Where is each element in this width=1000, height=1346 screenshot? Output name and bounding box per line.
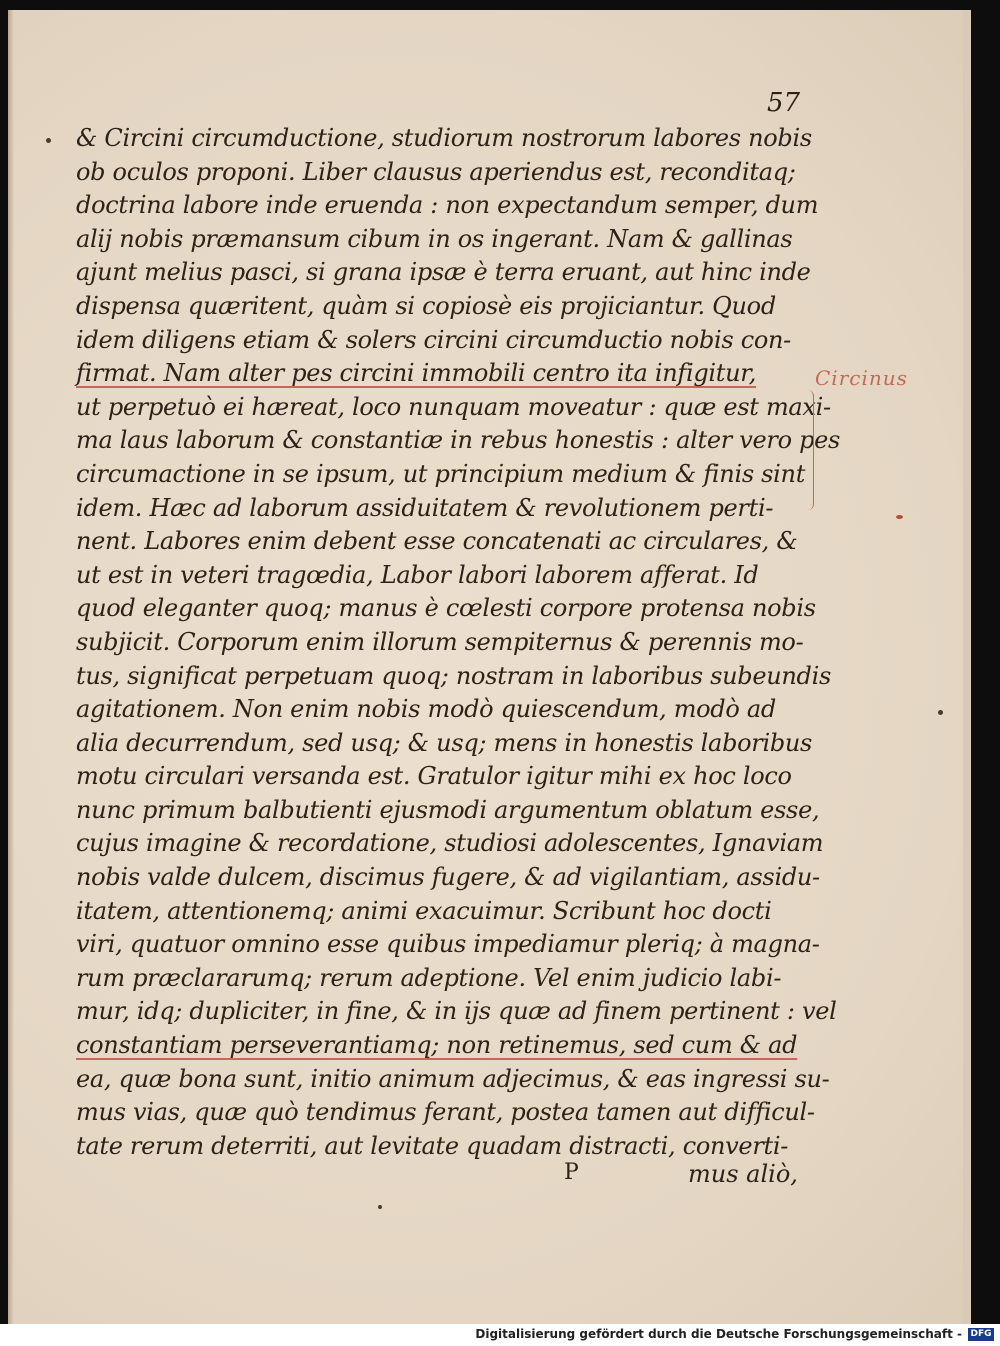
text-line: nobis valde dulcem, discimus fugere, & ad vigilantiam, assidu- — [76, 863, 820, 892]
text-line: tus, significat perpetuam quoq; nostram in laboribus subeundis — [76, 661, 832, 690]
text-line: mur, idq; dupliciter, in fine, & in ijs quæ ad finem pertinent : vel — [76, 997, 837, 1026]
ink-dot — [378, 1205, 382, 1209]
text-line: viri, quatuor omnino esse quibus impediamur pleriq; à magna- — [76, 930, 820, 959]
dfg-logo: DFG — [968, 1328, 994, 1341]
text-line: quod eleganter quoq; manus è cœlesti corpore protensa nobis — [76, 594, 816, 623]
text-line-underlined: firmat. Nam alter pes circini immobili centro ita infigitur, — [76, 359, 757, 388]
text-line: idem diligens etiam & solers circini circumductio nobis con- — [76, 325, 791, 354]
ink-dot — [46, 138, 51, 143]
footer-bar — [0, 1324, 1000, 1346]
text-line: agitationem. Non enim nobis modò quiescendum, modò ad — [76, 695, 776, 724]
catchword: mus aliò, — [688, 1160, 798, 1188]
text-line: mus vias, quæ quò tendimus ferant, postea tamen aut difficul- — [76, 1098, 815, 1127]
signature-mark: P — [564, 1160, 579, 1185]
text-line: alia decurrendum, sed usq; & usq; mens in honestis laboribus — [76, 728, 813, 757]
footer-credit: Digitalisierung gefördert durch die Deutsche Forschungsgemeinschaft - — [475, 1327, 962, 1341]
text-line: motu circulari versanda est. Gratulor igitur mihi ex hoc loco — [76, 762, 792, 791]
page-right-strip — [963, 10, 971, 1324]
book-page — [8, 10, 971, 1324]
text-line: ut perpetuò ei hæreat, loco nunquam moveatur : quæ est maxi- — [76, 392, 831, 421]
text-line: doctrina labore inde eruenda : non expectandum semper, dum — [76, 191, 819, 220]
text-line: rum præclararumq; rerum adeptione. Vel enim judicio labi- — [76, 963, 782, 992]
text-line: subjicit. Corporum enim illorum sempiternus & perennis mo- — [76, 627, 804, 656]
text-line: idem. Hæc ad laborum assiduitatem & revolutionem perti- — [76, 493, 774, 522]
text-line: nunc primum balbutienti ejusmodi argumentum oblatum esse, — [76, 795, 820, 824]
text-block — [76, 122, 841, 1163]
text-line: tate rerum deterriti, aut levitate quadam distracti, converti- — [76, 1131, 789, 1160]
text-line: ut est in veteri tragœdia, Labor labori laborem afferat. Id — [76, 560, 759, 589]
page-number: 57 — [767, 88, 801, 118]
ink-dot — [938, 710, 943, 715]
ink-mark — [896, 515, 903, 519]
text-line: ma laus laborum & constantiæ in rebus honestis : alter vero pes — [76, 426, 841, 455]
margin-annotation: Circinus — [815, 366, 908, 390]
text-line: ob oculos proponi. Liber clausus aperiendus est, reconditaq; — [76, 157, 796, 186]
text-line-underlined: constantiam perseverantiamq; non retinemus, sed cum & ad — [76, 1031, 798, 1060]
margin-bracket — [803, 390, 814, 510]
text-line: alij nobis præmansum cibum in os ingerant. Nam & gallinas — [76, 224, 793, 253]
text-line: itatem, attentionemq; animi exacuimur. Scribunt hoc docti — [76, 896, 772, 925]
text-line: circumactione in se ipsum, ut principium medium & finis sint — [76, 459, 806, 488]
text-line: dispensa quæritent, quàm si copiosè eis projiciantur. Quod — [76, 291, 776, 320]
page-edge — [8, 10, 14, 1324]
text-line: cujus imagine & recordatione, studiosi adolescentes, Ignaviam — [76, 829, 824, 858]
text-line: ea, quæ bona sunt, initio animum adjecimus, & eas ingressi su- — [76, 1064, 830, 1093]
text-line: ajunt melius pasci, si grana ipsæ è terra eruant, aut hinc inde — [76, 258, 811, 287]
text-line: & Circini circumductione, studiorum nostrorum labores nobis — [76, 124, 812, 152]
text-line: nent. Labores enim debent esse concatenati ac circulares, & — [76, 527, 798, 556]
